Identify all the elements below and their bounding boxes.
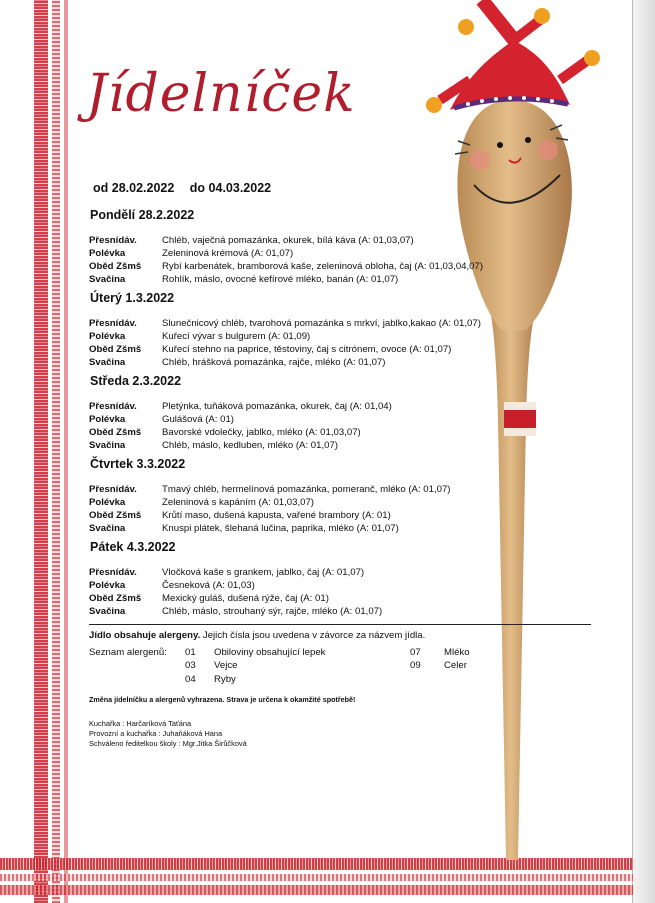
meal-row (89, 426, 594, 439)
meal-text: Slunečnicový chléb, tvarohová pomazánka s mrkví, jablko,kakao (A: 01,07) (162, 318, 481, 329)
meal-row (89, 439, 594, 452)
meal-label: Oběd Zšmš (89, 427, 142, 438)
meal-row (89, 566, 594, 579)
change-note: Změna jídelníčku a alergenů vyhrazena. Strava je určena k okamžité spotřebě! (89, 695, 356, 704)
allergen-name: Mléko (444, 647, 470, 658)
allergen-section (89, 624, 591, 749)
meal-row (89, 522, 594, 535)
meal-label: Oběd Zšmš (89, 261, 142, 272)
date-from: od 28.02.2022 (93, 181, 175, 195)
tablecloth-ribbon-vertical (52, 0, 60, 903)
allergen-code: 03 (185, 660, 196, 671)
meal-row (89, 247, 594, 260)
meal-text: Pletýnka, tuňáková pomazánka, okurek, čaj (A: 01,04) (162, 401, 392, 412)
date-to: do 04.03.2022 (189, 181, 272, 195)
meal-row (89, 330, 594, 343)
meal-text: Rybí karbenátek, bramborová kaše, zeleninová obloha, čaj (A: 01,03,04,07) (162, 261, 484, 272)
meal-label: Svačina (89, 274, 126, 285)
meal-label: Oběd Zšmš (89, 510, 142, 521)
meal-text: Chléb, hrášková pomazánka, rajče, mléko (A: 01,07) (162, 357, 386, 368)
allergen-name: Celer (444, 660, 467, 671)
meal-text: Česneková (A: 01,03) (162, 580, 255, 591)
meal-text: Bavorské vdolečky, jablko, mléko (A: 01,03,07) (162, 427, 361, 438)
staff-line: Kuchařka : Harčaríková Taťána (89, 719, 192, 728)
meal-row (89, 605, 594, 618)
meal-label: Polévka (89, 331, 126, 342)
meal-row (89, 260, 594, 273)
meal-text: Knuspi plátek, šlehaná lučina, paprika, mléko (A: 01,07) (162, 523, 399, 534)
meal-text: Chléb, máslo, kedluben, mléko (A: 01,07) (162, 440, 338, 451)
meal-row (89, 413, 594, 426)
allergen-intro-bold: Jídlo obsahuje alergeny. (89, 630, 201, 641)
day-monday (89, 208, 594, 286)
allergen-list (89, 647, 591, 691)
allergen-name: Ryby (214, 674, 236, 685)
meal-row (89, 400, 594, 413)
meal-text: Gulášová (A: 01) (162, 414, 234, 425)
day-heading: Úterý 1.3.2022 (90, 291, 175, 305)
meal-label: Svačina (89, 606, 126, 617)
meal-label: Přesnídáv. (89, 318, 137, 329)
page-edge (632, 0, 655, 903)
day-heading: Pátek 4.3.2022 (90, 540, 176, 554)
meal-row (89, 273, 594, 286)
meal-label: Svačina (89, 440, 126, 451)
meal-text: Chléb, máslo, strouhaný sýr, rajče, mléko (A: 01,07) (162, 606, 383, 617)
meal-text: Mexický guláš, dušená rýže, čaj (A: 01) (162, 593, 329, 604)
day-heading: Pondělí 28.2.2022 (90, 208, 195, 222)
allergen-code: 07 (410, 647, 421, 658)
day-wednesday (89, 374, 594, 452)
meal-label: Přesnídáv. (89, 401, 137, 412)
day-thursday (89, 457, 594, 535)
allergen-intro-text: Jejich čísla jsou uvedena v závorce za názvem jídla. (202, 630, 426, 641)
meal-label: Polévka (89, 248, 126, 259)
meal-label: Přesnídáv. (89, 235, 137, 246)
page-title: Jídelníček (86, 64, 356, 124)
meal-label: Polévka (89, 497, 126, 508)
meal-label: Přesnídáv. (89, 567, 137, 578)
allergen-code: 04 (185, 674, 196, 685)
day-heading: Středa 2.3.2022 (90, 374, 182, 388)
staff-line: Schváleno ředitelkou školy : Mgr.Jitka Širůčková (89, 739, 247, 748)
meal-row (89, 579, 594, 592)
allergen-name: Vejce (214, 660, 238, 671)
meal-label: Přesnídáv. (89, 484, 137, 495)
day-tuesday (89, 291, 594, 369)
meal-row (89, 496, 594, 509)
tablecloth-ribbon-vertical (64, 0, 68, 903)
allergen-intro (89, 630, 591, 641)
menu-days (89, 208, 594, 623)
meal-row (89, 592, 594, 605)
meal-label: Svačina (89, 523, 126, 534)
meal-row (89, 356, 594, 369)
allergen-name: Obiloviny obsahující lepek (214, 647, 326, 658)
meal-text: Krůtí maso, dušená kapusta, vařené brambory (A: 01) (162, 510, 391, 521)
meal-label: Polévka (89, 414, 126, 425)
meal-row (89, 343, 594, 356)
staff-line: Provozní a kuchařka : Juhaňáková Hana (89, 729, 223, 738)
meal-label: Oběd Zšmš (89, 344, 142, 355)
meal-text: Kuřecí vývar s bulgurem (A: 01,09) (162, 331, 311, 342)
meal-text: Zeleninová krémová (A: 01,07) (162, 248, 294, 259)
allergen-list-label: Seznam alergenů: (89, 647, 167, 658)
meal-row (89, 509, 594, 522)
day-heading: Čtvrtek 3.3.2022 (90, 457, 186, 471)
meal-text: Tmavý chléb, hermelínová pomazánka, pomeranč, mléko (A: 01,07) (162, 484, 451, 495)
allergen-code: 01 (185, 647, 196, 658)
meal-row (89, 234, 594, 247)
meal-text: Zeleninová s kapáním (A: 01,03,07) (162, 497, 314, 508)
meal-text: Vločková kaše s grankem, jablko, čaj (A: 01,07) (162, 567, 365, 578)
date-range (93, 181, 271, 195)
meal-text: Chléb, vaječná pomazánka, okurek, bílá káva (A: 01,03,07) (162, 235, 414, 246)
allergen-code: 09 (410, 660, 421, 671)
meal-label: Svačina (89, 357, 126, 368)
meal-row (89, 483, 594, 496)
tablecloth-ribbon-vertical (34, 0, 48, 903)
day-friday (89, 540, 594, 618)
meal-label: Oběd Zšmš (89, 593, 142, 604)
meal-label: Polévka (89, 580, 126, 591)
staff-list (89, 719, 591, 749)
meal-row (89, 317, 594, 330)
meal-text: Rohlík, máslo, ovocné kefírové mléko, banán (A: 01,07) (162, 274, 399, 285)
meal-text: Kuřecí stehno na paprice, těstoviny, čaj s citrónem, ovoce (A: 01,07) (162, 344, 452, 355)
